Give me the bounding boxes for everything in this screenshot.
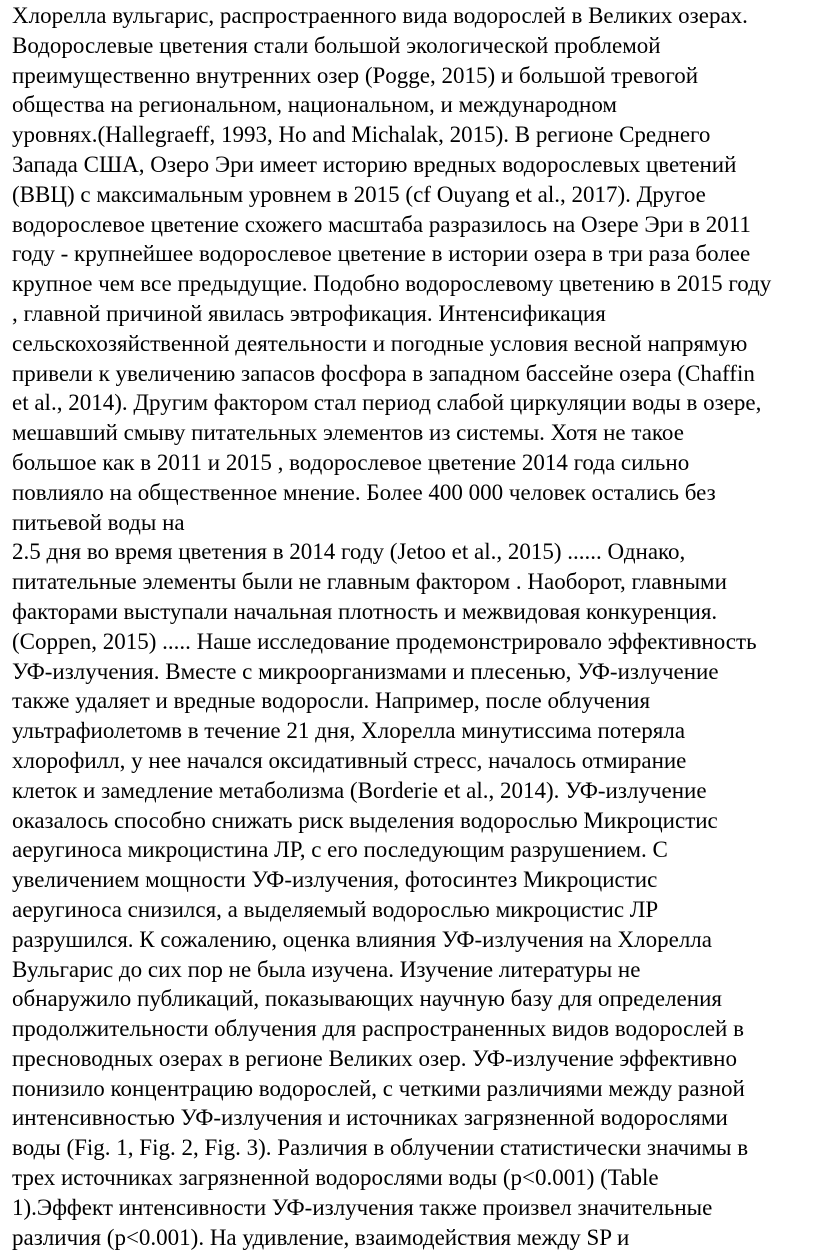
text-line: аеругиноса микроцистина ЛР, с его последующим разрушением. С [12,837,668,863]
text-line: пресноводных озерах в регионе Великих озер. УФ-излучение эффективно [12,1045,737,1071]
text-line: аеругиноса снизился, а выделяемый водорослью микроцистис ЛР [12,896,659,922]
text-line: Вульгарис до сих пор не была изучена. Изучение литературы не [12,956,641,982]
text-line: преимущественно внутренних озер (Pogge, 2015) и большой тревогой [12,62,699,88]
text-line: общества на региональном, национальном, и международном [12,92,617,118]
text-line: , главной причиной явилась эвтрофикация. Интенсификация [12,300,606,326]
text-line: питьевой воды на [12,509,185,535]
text-line: продолжительности облучения для распространенных видов водорослей в [12,1016,744,1042]
text-line: интенсивностью УФ-излучения и источниках загрязненной водорослями [12,1105,728,1131]
text-line: также удаляет и вредные водоросли. Например, после облучения [12,688,651,714]
text-line: (ВВЦ) с максимальным уровнем в 2015 (cf Ouyang et al., 2017). Другое [12,181,706,207]
text-line: крупное чем все предыдущие. Подобно водорослевому цветению в 2015 году [12,271,772,297]
text-line: повлияло на общественное мнение. Более 400 000 человек остались без [12,479,716,505]
text-line: обнаружило публикаций, показывающих научную базу для определения [12,986,722,1012]
text-line: мешавший смыву питательных элементов из системы. Хотя не такое [12,420,684,446]
text-line: различия (p<0.001). На удивление, взаимодействия между SP и [12,1224,630,1250]
text-line: 2.5 дня во время цветения в 2014 году (Jetoo et al., 2015) ...... Однако, [12,539,686,565]
text-line: питательные элементы были не главным фактором . Наоборот, главными [12,569,727,595]
text-line: 1).Эффект интенсивности УФ-излучения также произвел значительные [12,1194,713,1220]
text-line: уровнях.(Hallegraeff, 1993, Ho and Michalak, 2015). В регионе Среднего [12,122,711,148]
text-line: (Coppen, 2015) ..... Наше исследование продемонстрировало эффективность [12,628,757,654]
text-line: привели к увеличению запасов фосфора в западном бассейне озера (Chaffin [12,360,755,386]
text-line: увеличением мощности УФ-излучения, фотосинтез Микроцистис [12,867,658,893]
text-line: Водорослевые цветения стали большой экологической проблемой [12,32,661,58]
text-line: хлорофилл, у нее начался оксидативный стресс, началось отмирание [12,747,687,773]
text-line: понизило концентрацию водорослей, с четкими различиями между разной [12,1075,745,1101]
text-line: воды (Fig. 1, Fig. 2, Fig. 3). Различия в облучении статистически значимы в [12,1135,749,1161]
text-line: году - крупнейшее водорослевое цветение в истории озера в три раза более [12,241,751,267]
text-line: факторами выступали начальная плотность и межвидовая конкуренция. [12,598,718,624]
text-line: УФ-излучения. Вместе с микроорганизмами и плесенью, УФ-излучение [12,658,719,684]
text-line: Хлорелла вульгарис, распростраенного вида водорослей в Великих озерах. [12,3,748,28]
text-line: водорослевое цветение схожего масштаба разразилось на Озере Эри в 2011 [12,211,751,237]
text-line: сельскохозяйственной деятельности и погодные условия весной напрямую [12,330,748,356]
text-line: Запада США, Озеро Эри имеет историю вредных водорослевых цветений [12,151,737,177]
text-line: et al., 2014). Другим фактором стал период слабой циркуляции воды в озере, [12,390,762,416]
text-line: оказалось способно снижать риск выделения водорослью Микроцистис [12,807,718,833]
body-text [12,0,816,1252]
text-line: большое как в 2011 и 2015 , водорослевое цветение 2014 года сильно [12,449,690,475]
text-line: разрушился. К сожалению, оценка влияния УФ-излучения на Хлорелла [12,926,712,952]
text-line: ультрафиолетомв в течение 21 дня, Хлорелла минутиссима потеряла [12,718,686,744]
text-line: трех источниках загрязненной водорослями воды (p<0.001) (Table [12,1165,659,1191]
text-line: клеток и замедление метаболизма (Borderie et al., 2014). УФ-излучение [12,777,707,803]
